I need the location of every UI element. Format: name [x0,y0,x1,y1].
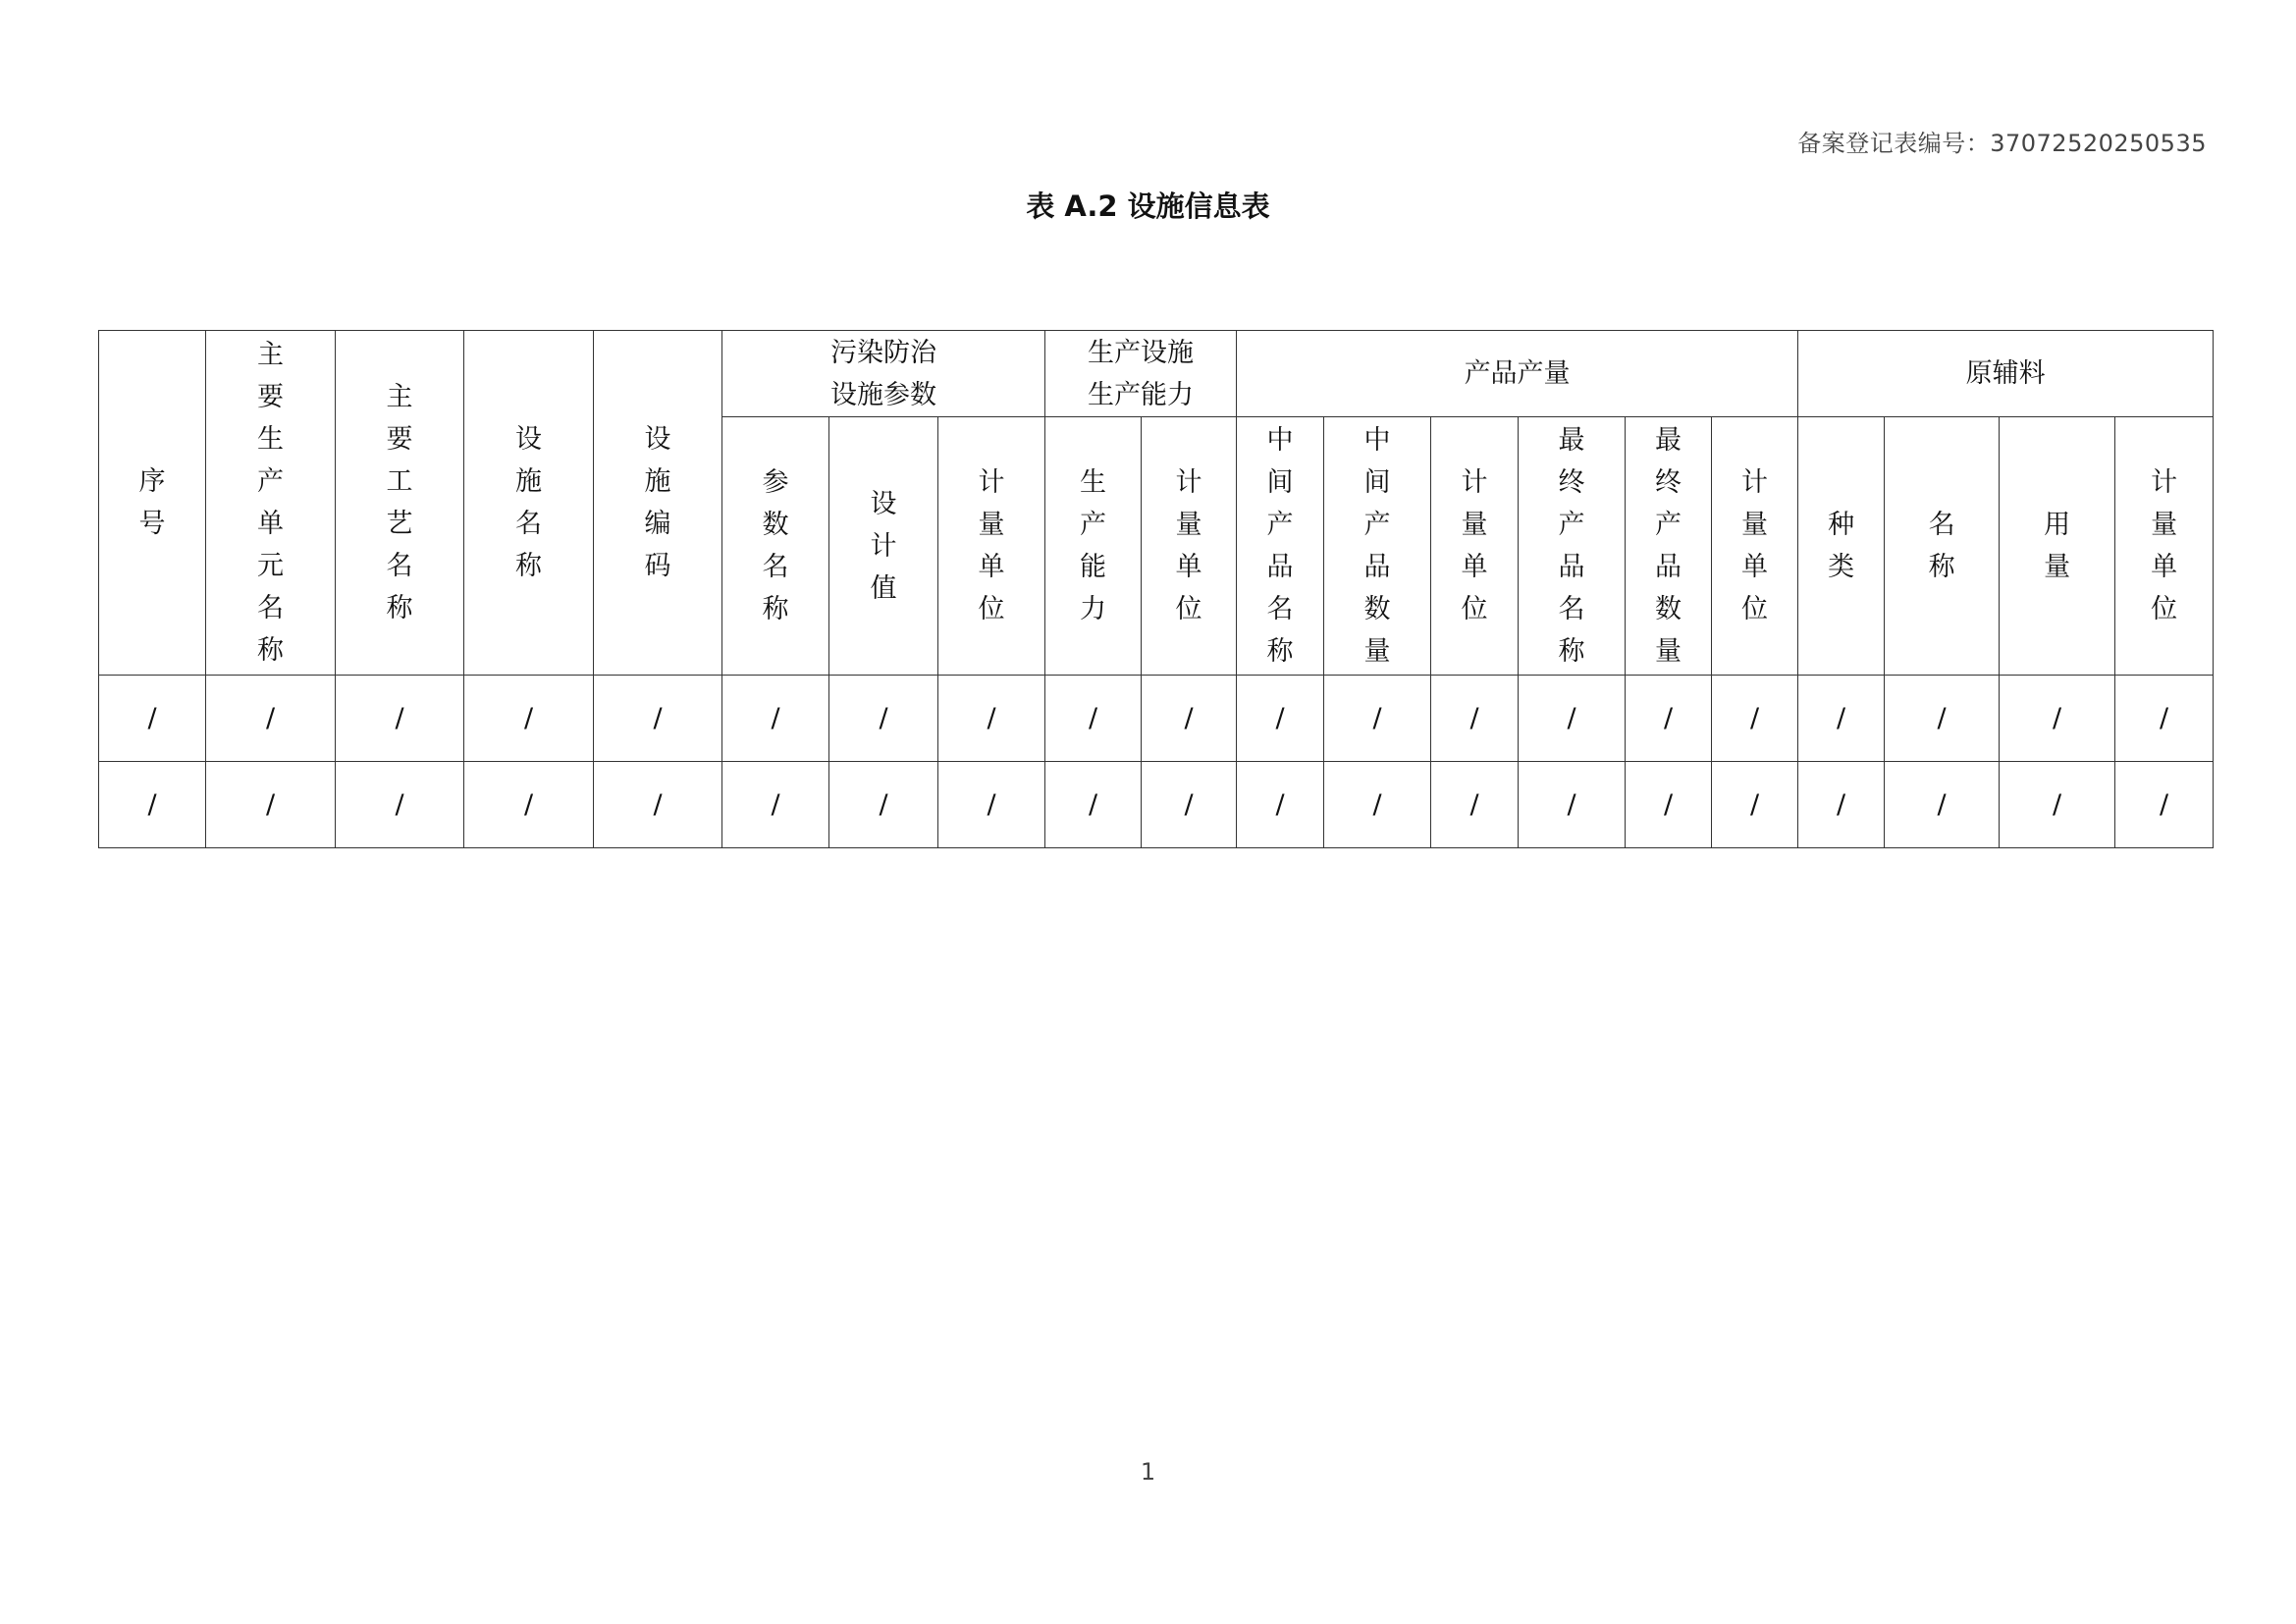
col-header-param-name: 参数名称 [722,417,829,676]
col-header-raw-name: 名称 [1885,417,2000,676]
group-header-raw: 原辅料 [1798,331,2214,417]
col-header-mid-unit: 计量单位 [1431,417,1519,676]
table-row [99,676,2214,762]
table-cell: / [1142,762,1237,848]
col-header-capacity-unit: 计量单位 [1142,417,1237,676]
col-header-mid-name: 中间产品名称 [1237,417,1324,676]
table-cell: / [464,762,594,848]
table-cell: / [1237,762,1324,848]
table-cell: / [206,762,336,848]
table-cell: / [1324,762,1431,848]
table-cell: / [1712,676,1798,762]
col-header-main-unit: 主要生产单元名称 [206,331,336,676]
col-header-main-process: 主要工艺名称 [336,331,464,676]
table-cell: / [829,762,938,848]
col-header-facility-name: 设施名称 [464,331,594,676]
group-header-output: 产品产量 [1237,331,1798,417]
table-cell: / [2000,762,2115,848]
table-cell: / [1798,762,1885,848]
table-cell: / [1798,676,1885,762]
col-header-facility-code: 设施编码 [594,331,722,676]
group-header-pollution: 污染防治设施参数 [722,331,1045,417]
page-number: 1 [1140,1458,1156,1486]
table-cell: / [1237,676,1324,762]
table-cell: / [1626,676,1712,762]
col-header-mid-qty: 中间产品数量 [1324,417,1431,676]
table-cell: / [1045,676,1142,762]
table-cell: / [99,676,206,762]
table-cell: / [1431,676,1519,762]
table-cell: / [594,676,722,762]
table-cell: / [464,676,594,762]
col-header-final-unit: 计量单位 [1712,417,1798,676]
table-row [99,762,2214,848]
table-cell: / [1142,676,1237,762]
table-cell: / [2115,676,2214,762]
table-cell: / [938,762,1045,848]
table-cell: / [938,676,1045,762]
table-cell: / [1885,676,2000,762]
table-cell: / [1712,762,1798,848]
registration-number: 备案登记表编号：37072520250535 [1797,130,2207,157]
table-cell: / [722,676,829,762]
group-header-production: 生产设施生产能力 [1045,331,1237,417]
table-cell: / [594,762,722,848]
col-header-raw-usage: 用量 [2000,417,2115,676]
col-header-raw-type: 种类 [1798,417,1885,676]
col-header-seq: 序号 [99,331,206,676]
table-cell: / [2000,676,2115,762]
header-row-1 [99,331,2214,417]
table-cell: / [1431,762,1519,848]
facility-info-table [98,330,2214,848]
table-cell: / [206,676,336,762]
table-cell: / [829,676,938,762]
table-cell: / [722,762,829,848]
table-cell: / [1885,762,2000,848]
col-header-raw-unit: 计量单位 [2115,417,2214,676]
col-header-final-name: 最终产品名称 [1519,417,1626,676]
col-header-final-qty: 最终产品数量 [1626,417,1712,676]
table-cell: / [336,676,464,762]
table-cell: / [1324,676,1431,762]
table-cell: / [336,762,464,848]
table-cell: / [2115,762,2214,848]
col-header-param-unit: 计量单位 [938,417,1045,676]
table-cell: / [1519,762,1626,848]
table-cell: / [1045,762,1142,848]
table-cell: / [99,762,206,848]
table-cell: / [1519,676,1626,762]
page-title: 表 A.2 设施信息表 [1026,189,1270,223]
col-header-design-value: 设计值 [829,417,938,676]
col-header-capacity: 生产能力 [1045,417,1142,676]
table-cell: / [1626,762,1712,848]
